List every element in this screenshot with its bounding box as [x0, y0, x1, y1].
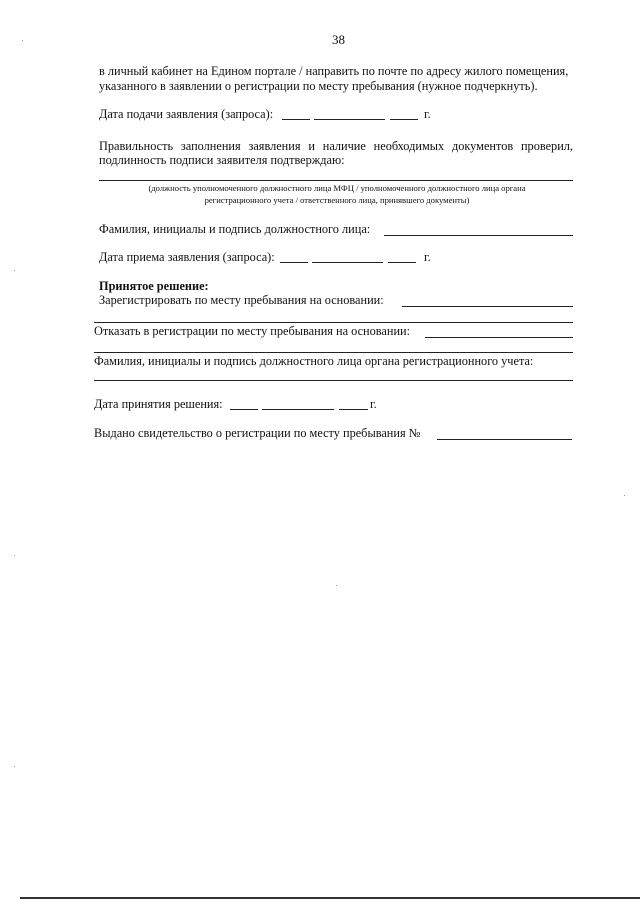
intro-line-1: в личный кабинет на Едином портале / направить по почте по адресу жилого помещения,	[99, 64, 569, 78]
official-position-caption	[92, 182, 582, 207]
scan-speck	[14, 766, 15, 767]
official-caption-line-1: (должность уполномоченного должностного лица МФЦ / уполномоченного должностного лица органа	[148, 183, 526, 193]
official-name-field[interactable]	[384, 235, 573, 236]
decision-year-field[interactable]	[339, 409, 368, 410]
decision-day-field[interactable]	[230, 409, 258, 410]
submission-year-suffix: г.	[424, 107, 431, 121]
scan-speck	[22, 40, 23, 41]
refuse-label: Отказать в регистрации по месту пребывания на основании:	[94, 324, 411, 338]
verification-line-2: подлинность подписи заявителя подтверждаю:	[99, 153, 345, 167]
scan-speck	[14, 555, 15, 556]
decision-month-field[interactable]	[262, 409, 334, 410]
register-basis-field-2[interactable]	[94, 322, 573, 323]
submission-day-field[interactable]	[282, 119, 310, 120]
acceptance-day-field[interactable]	[280, 262, 308, 263]
certificate-label: Выдано свидетельство о регистрации по месту пребывания №	[94, 426, 421, 440]
intro-line-2: указанного в заявлении о регистрации по месту пребывания (нужное подчеркнуть).	[99, 79, 538, 93]
scan-speck	[624, 495, 625, 496]
decision-year-suffix: г.	[370, 397, 377, 411]
official-name-label: Фамилия, инициалы и подпись должностного лица:	[99, 222, 371, 236]
decision-heading: Принятое решение:	[99, 279, 209, 293]
submission-date-label: Дата подачи заявления (запроса):	[99, 107, 274, 121]
register-label: Зарегистрировать по месту пребывания на основании:	[99, 293, 384, 307]
acceptance-date-label: Дата приема заявления (запроса):	[99, 250, 275, 264]
official-position-field[interactable]	[99, 180, 573, 181]
authority-official-label: Фамилия, инициалы и подпись должностного лица органа регистрационного учета:	[94, 354, 534, 368]
scan-speck	[336, 585, 337, 586]
submission-month-field[interactable]	[314, 119, 385, 120]
page-number: 38	[332, 32, 345, 47]
acceptance-year-field[interactable]	[388, 262, 416, 263]
decision-date-label: Дата принятия решения:	[94, 397, 223, 411]
scan-speck	[14, 270, 15, 271]
scan-bottom-edge	[20, 897, 640, 899]
acceptance-year-suffix: г.	[424, 250, 431, 264]
verification-line-1: Правильность заполнения заявления и наличие необходимых документов проверил,	[99, 139, 573, 153]
submission-year-field[interactable]	[390, 119, 418, 120]
official-caption-line-2: регистрационного учета / ответственного лица, принявшего документы)	[204, 195, 470, 206]
refuse-basis-field[interactable]	[425, 337, 573, 338]
authority-official-field[interactable]	[94, 380, 573, 381]
certificate-number-field[interactable]	[437, 439, 572, 440]
register-basis-field[interactable]	[402, 306, 573, 307]
refuse-basis-field-2[interactable]	[94, 352, 573, 353]
acceptance-month-field[interactable]	[312, 262, 383, 263]
